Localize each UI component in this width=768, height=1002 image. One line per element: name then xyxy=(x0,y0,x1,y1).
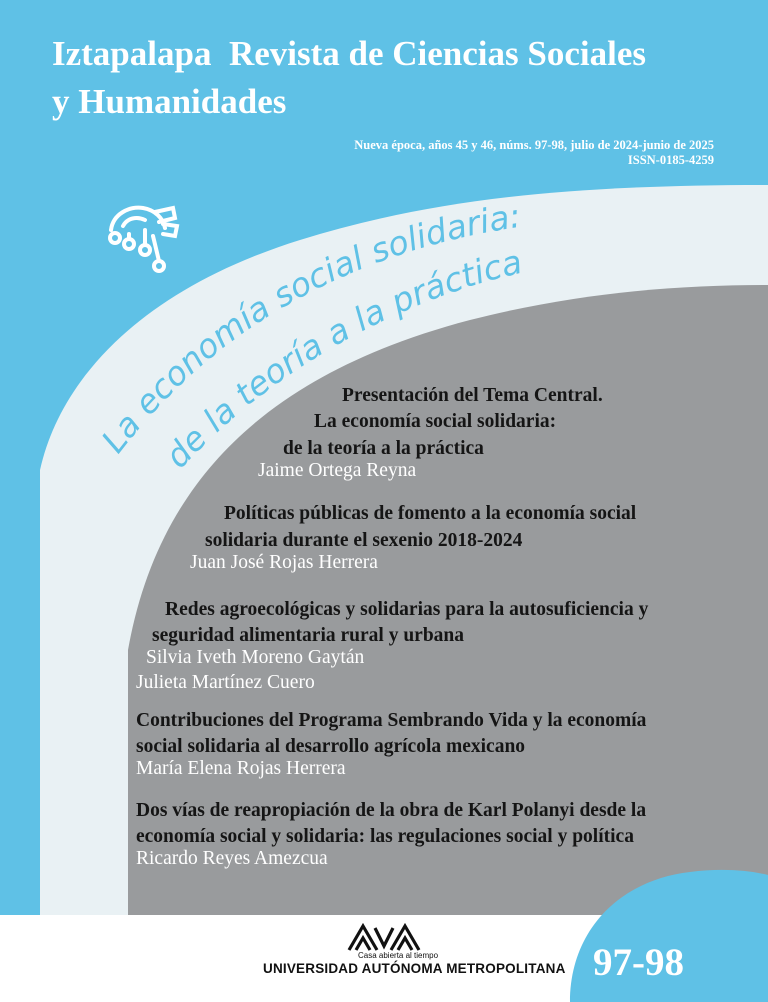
article-2-title-line2: solidaria durante el sexenio 2018-2024 xyxy=(205,530,523,551)
article-2-title-line1: Políticas públicas de fomento a la economía social xyxy=(224,503,637,524)
journal-title xyxy=(52,30,732,126)
article-3-title-line2: seguridad alimentaria rural y urbana xyxy=(152,625,465,646)
article-1-title-line2: La economía social solidaria: xyxy=(314,411,557,432)
article-1-author: Jaime Ortega Reyna xyxy=(258,460,417,481)
issue-number: 97-98 xyxy=(593,941,684,984)
article-4-title-line2: social solidaria al desarrollo agrícola mexicano xyxy=(136,736,526,757)
issn: ISSN-0185-4259 xyxy=(627,153,714,167)
theme-title-line1: La economía social solidaria: xyxy=(93,195,524,460)
uam-name: UNIVERSIDAD AUTÓNOMA METROPOLITANA xyxy=(263,961,566,976)
theme-title-line2: de la teoría a la práctica xyxy=(157,241,526,476)
article-1-title-line1: Presentación del Tema Central. xyxy=(342,385,603,406)
journal-glyph-icon xyxy=(103,200,183,280)
article-5-title-line2: economía social y solidaria: las regulaciones social y política xyxy=(136,826,634,847)
article-3-title-line1: Redes agroecológicas y solidarias para la autosuficiencia y xyxy=(165,599,649,620)
article-5-title-line1: Dos vías de reapropiación de la obra de Karl Polanyi desde la xyxy=(136,800,647,821)
article-2-author: Juan José Rojas Herrera xyxy=(190,552,378,573)
uam-tagline: Casa abierta al tiempo xyxy=(358,951,439,960)
journal-title-line2: y Humanidades xyxy=(52,82,287,121)
article-4-title-line1: Contribuciones del Programa Sembrando Vida y la economía xyxy=(136,710,647,731)
article-4-author: María Elena Rojas Herrera xyxy=(136,758,346,779)
article-1-title-line3: de la teoría a la práctica xyxy=(283,438,484,459)
article-5-author: Ricardo Reyes Amezcua xyxy=(136,848,328,869)
uam-logo-icon xyxy=(345,922,423,952)
article-3-author-2: Julieta Martínez Cuero xyxy=(136,672,315,693)
edition-info: Nueva época, años 45 y 46, núms. 97-98, julio de 2024-junio de 2025 xyxy=(354,138,714,152)
journal-title-line1: Iztapalapa Revista de Ciencias Sociales xyxy=(52,34,647,73)
article-3-author-1: Silvia Iveth Moreno Gaytán xyxy=(146,647,365,668)
